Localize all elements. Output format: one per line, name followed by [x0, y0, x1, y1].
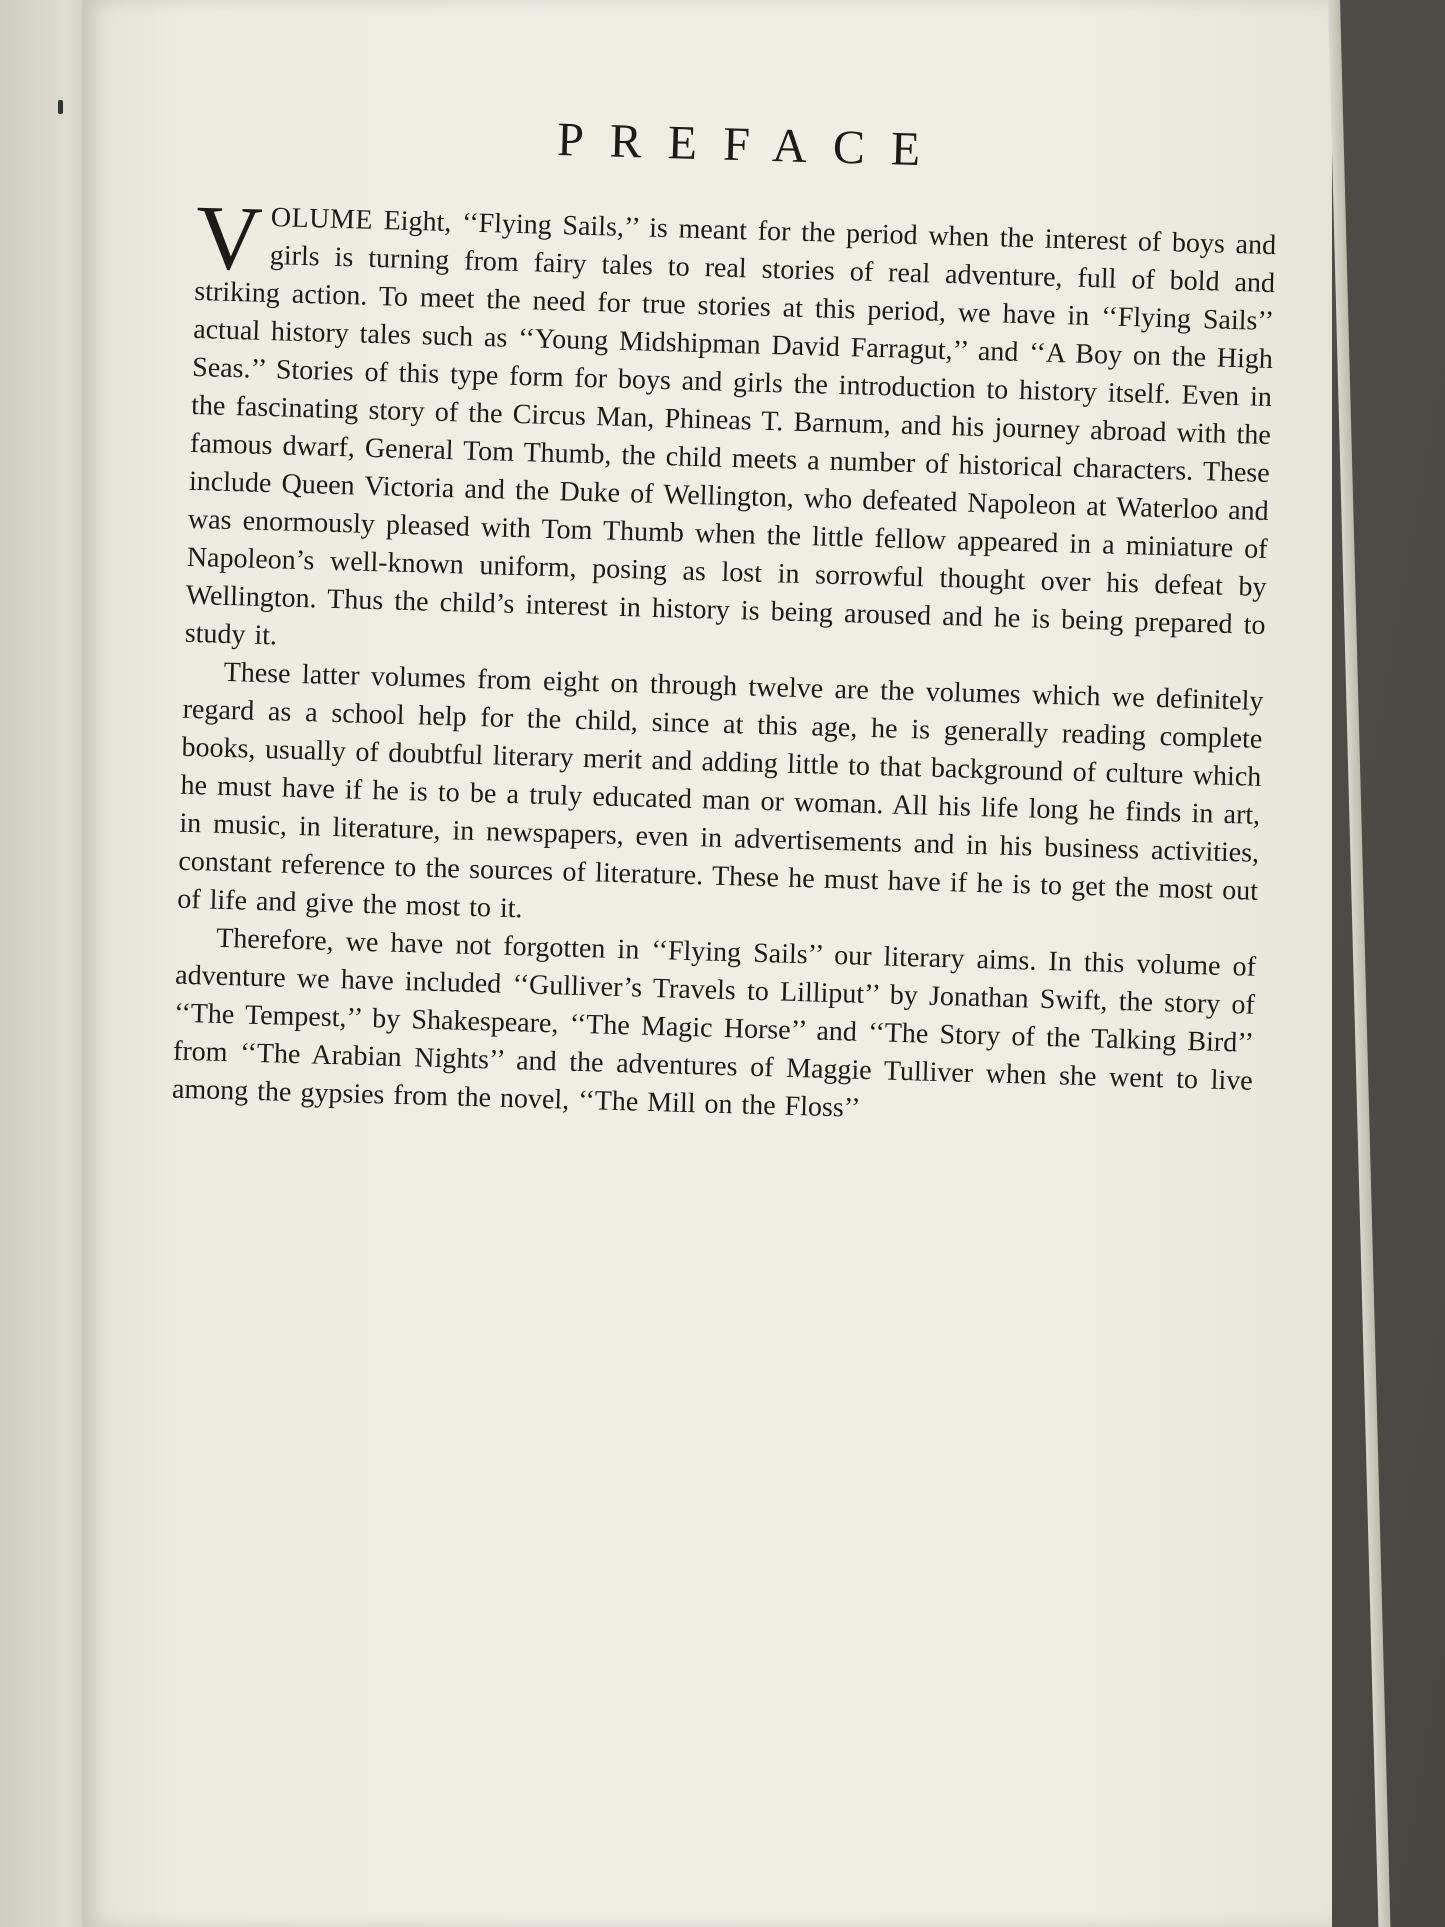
paragraph-3: Therefore, we have not forgotten in ‘‘Flying Sails’’ our literary aims. In this volume of adventure we have included ‘‘Gulliver’s Travels to Lilliput’’ by Jonathan Swift, the story of ‘‘The Tempest,’’ by Shakespeare, ‘‘The Magic Horse’’ and ‘‘The Story of the Talking Bird’’ from ‘‘The Arabian Nights’’ and the adventures of Maggie Tulliver when she went to live among the gypsies from the novel, ‘‘The Mill on the Floss’’ — [171, 922, 1257, 1124]
drop-cap: V — [194, 185, 264, 290]
page-title: PREFACE — [556, 113, 947, 177]
paragraph-1 — [184, 185, 1277, 683]
lead-caps: OLUME — [270, 202, 374, 236]
paragraph-2: These latter volumes from eight on through twelve are the volumes which we definitely regard as a school help for the child, since at this age, he is generally reading complete books, usually of doubtful literary merit and adding little to that background of culture which he must have if he is to be a truly educated man or woman. All his life long he finds in art, in music, in literature, in newspapers, even in advertisements and in his business activities, constant reference to the sources of literature. These he must have if he is to get the most out of life and give the most to it. — [176, 656, 1264, 925]
paragraph-1-text: Eight, ‘‘Flying Sails,’’ is meant for the period when the interest of boys and girls is turning from fairy tales to real stories of real adventure, full of bold and striking action. To meet the need for true stories at this period, we have in ‘‘Flying Sails’’ actual history tales such as ‘‘Young Midshipman David Farragut,’’ and ‘‘A Boy on the High Seas.’’ Stories of this type form for boys and girls the introduction to history itself. Even in the fascinating story of the Circus Man, Phineas T. Barnum, and his journey abroad with the famous dwarf, General Tom Thumb, the child meets a number of historical characters. These include Queen Victoria and the Duke of Wellington, who defeated Napoleon at Waterloo and was enormously pleased with Tom Thumb when the little fellow appeared in a miniature of Napoleon’s well-known uniform, posing as lost in sorrowful thought over his defeat by Wellington. Thus the child’s interest in history is being aroused and he is being prepared to study it. — [184, 204, 1277, 652]
page-text — [172, 90, 1280, 1139]
page-mark — [58, 100, 63, 114]
